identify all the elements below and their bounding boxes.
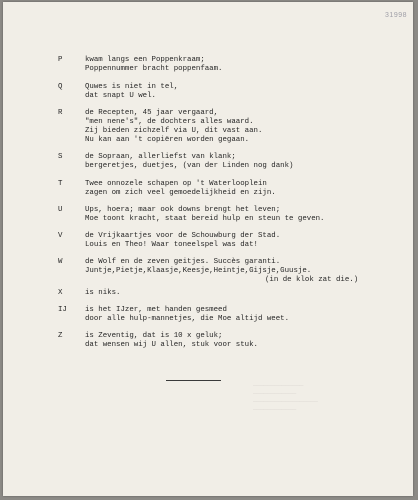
- entry-letter: W: [58, 258, 63, 266]
- reverse-side-show-through: ────────────── ──────────── ────────────────── ────────────: [253, 382, 318, 413]
- entry-letter: IJ: [58, 306, 67, 314]
- verse-line: is Zeventig, dat is 10 x geluk;: [85, 332, 223, 340]
- archive-number: 31998: [385, 12, 407, 19]
- verse-line: dat wensen wij U allen, stuk voor stuk.: [85, 341, 258, 349]
- verse-line: Moe toont kracht, staat bereid hulp en steun te geven.: [85, 215, 325, 223]
- verse-line: de Vrijkaartjes voor de Schouwburg der Stad.: [85, 232, 281, 240]
- entry-letter: V: [58, 232, 63, 240]
- verse-line: is het IJzer, met handen gesmeed: [85, 306, 227, 314]
- entry-letter: P: [58, 56, 63, 64]
- verse-line: "men nene's", de dochters alles waard.: [85, 118, 254, 126]
- entry-letter: S: [58, 153, 63, 161]
- verse-line: door alle hulp-mannetjes, die Moe altijd weet.: [85, 315, 290, 323]
- verse-line: Ups, hoera; maar ook downs brengt het leven;: [85, 206, 281, 214]
- verse-line: de Wolf en de zeven geitjes. Succès garanti.: [85, 258, 281, 266]
- closing-rule: [166, 380, 221, 381]
- typewritten-page: [3, 2, 413, 496]
- entry-letter: Q: [58, 83, 63, 91]
- verse-line: bergeretjes, duetjes, (van der Linden nog dank): [85, 162, 294, 170]
- verse-line: Louis en Theo! Waar toneelspel was dat!: [85, 241, 258, 249]
- entry-letter: Z: [58, 332, 63, 340]
- verse-line: is niks.: [85, 289, 121, 297]
- verse-line: Poppennummer bracht poppenfaam.: [85, 65, 223, 73]
- verse-line: (in de klok zat die.): [265, 276, 359, 284]
- verse-line: Nu kan aan 't copiëren worden gegaan.: [85, 136, 250, 144]
- verse-line: Quwes is niet in tel,: [85, 83, 179, 91]
- verse-line: kwam langs een Poppenkraam;: [85, 56, 205, 64]
- entry-letter: R: [58, 109, 63, 117]
- entry-letter: T: [58, 180, 63, 188]
- verse-line: Zij bieden zichzelf via U, dit vast aan.: [85, 127, 263, 135]
- verse-line: de Recepten, 45 jaar vergaard,: [85, 109, 219, 117]
- verse-line: Juntje,Pietje,Klaasje,Keesje,Heintje,Gijsje,Guusje.: [85, 267, 312, 275]
- entry-letter: U: [58, 206, 63, 214]
- entry-letter: X: [58, 289, 63, 297]
- verse-line: dat snapt U wel.: [85, 92, 156, 100]
- verse-line: zagen om zich veel gemoedelijkheid en zijn.: [85, 189, 276, 197]
- verse-line: de Sopraan, allerliefst van klank;: [85, 153, 236, 161]
- verse-line: Twee onnozele schapen op 't Waterlooplein: [85, 180, 267, 188]
